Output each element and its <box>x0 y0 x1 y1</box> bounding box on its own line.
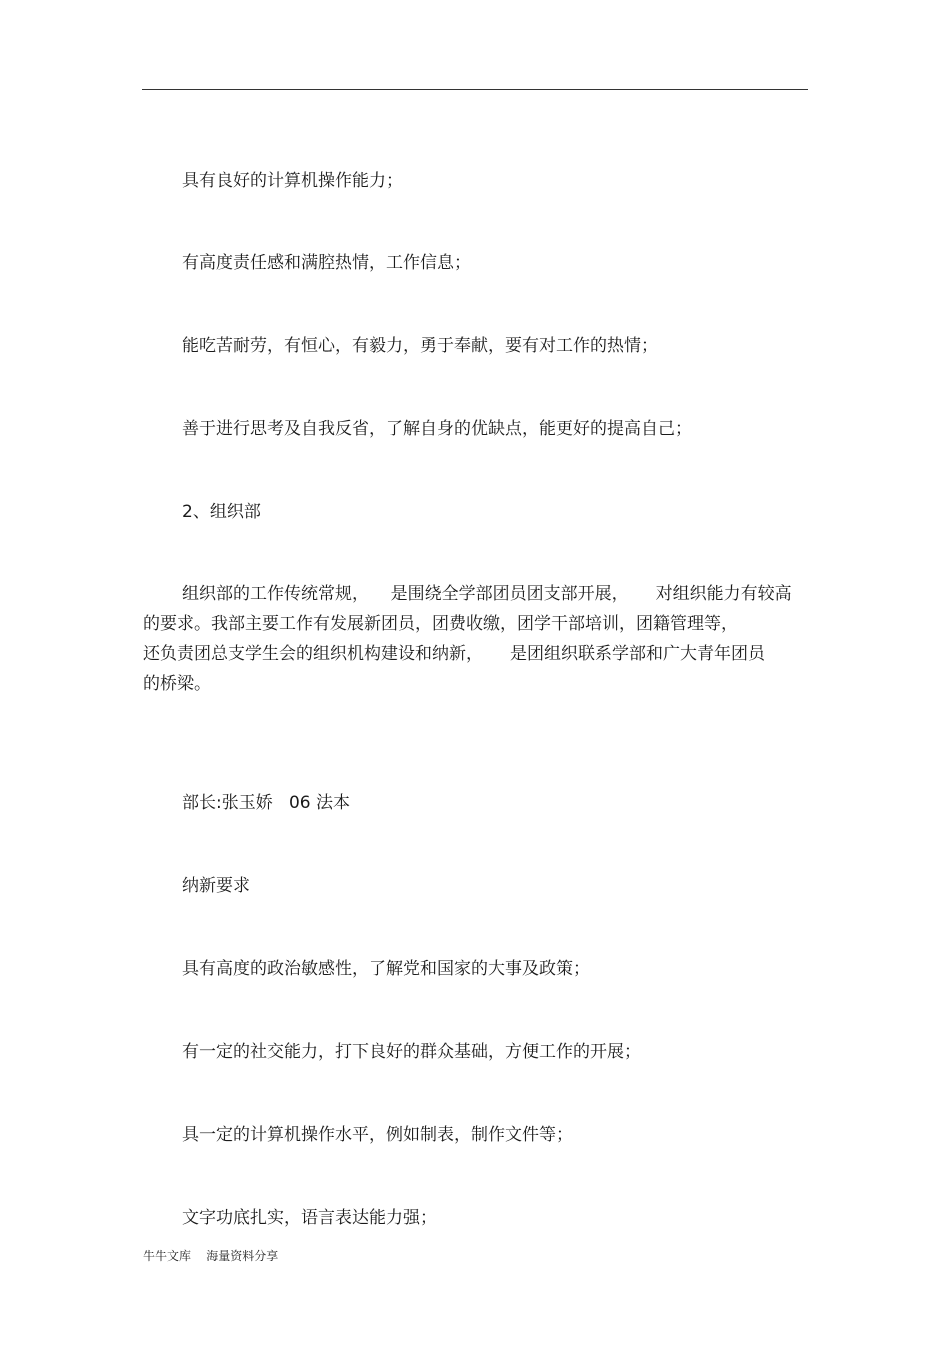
text-line: 具有良好的计算机操作能力； <box>182 171 403 191</box>
text-line: 善于进行思考及自我反省，了解自身的优缺点，能更好的提高自己； <box>182 419 692 439</box>
section-description <box>143 579 808 699</box>
description-line: 组织部的工作传统常规， 是围绕全学部团员团支部开展， 对组织能力有较高 <box>182 584 792 604</box>
requirements-heading: 纳新要求 <box>182 876 250 896</box>
minister-line: 部长:张玉娇 06 法本 <box>182 793 350 813</box>
requirement-item: 具有高度的政治敏感性，了解党和国家的大事及政策； <box>182 959 590 979</box>
section-heading: 2、组织部 <box>182 502 261 522</box>
description-line: 还负责团总支学生会的组织机构建设和纳新， 是团组织联系学部和广大青年团员 <box>143 644 766 664</box>
text-line: 有高度责任感和满腔热情，工作信息； <box>182 253 471 273</box>
page-footer: 牛牛文库 海量资料分享 <box>143 1249 279 1263</box>
text-line: 能吃苦耐劳，有恒心，有毅力，勇于奉献，要有对工作的热情； <box>182 336 658 356</box>
requirement-item: 文字功底扎实，语言表达能力强； <box>182 1208 437 1228</box>
description-line: 的桥梁。 <box>143 674 211 694</box>
description-line: 的要求。我部主要工作有发展新团员，团费收缴，团学干部培训，团籍管理等， <box>143 614 738 634</box>
requirement-item: 有一定的社交能力，打下良好的群众基础，方便工作的开展； <box>182 1042 641 1062</box>
header-rule <box>142 89 808 90</box>
requirement-item: 具一定的计算机操作水平，例如制表，制作文件等； <box>182 1125 573 1145</box>
